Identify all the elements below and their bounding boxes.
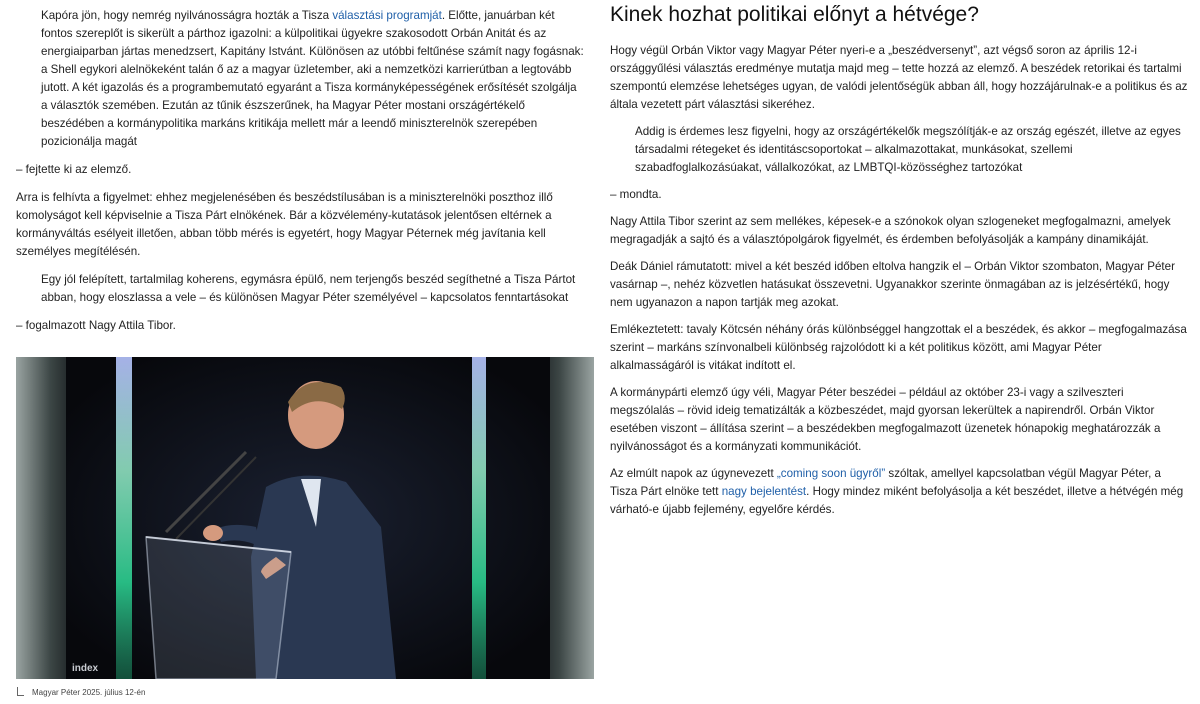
caption-icon	[17, 687, 24, 696]
announcement-link[interactable]: nagy bejelentést	[721, 485, 807, 498]
blockquote: Addig is érdemes lesz figyelni, hogy az országértékelők megszólítják-e az ország egészét, illetve az egyes társadalmi rétegeket és identitáscsoportokat – alkalmazottakat, munkásokat, szellemi szabadfoglalkozásúakat, vállalkozókat, az LMBTQI-közösséghez tartozókat	[635, 125, 1181, 174]
coming-soon-link[interactable]: „coming soon ügyről”	[776, 467, 886, 480]
article-paragraph: Hogy végül Orbán Viktor vagy Magyar Péter nyeri-e a „beszédversenyt”, azt végső soron az április 12-i országgyűlési választás eredménye mutatja majd meg – tette hozzá az elemző. A beszédek retorikai és tartalmi szempontú elemzése lehetséges ugyan, de valódi jelentőségük abban áll, hogy hozzájárulnak-e a politikus és az általa vezetett párt választási sikeréhez.	[610, 44, 1188, 111]
article-paragraph: Emlékeztetett: tavaly Kötcsén néhány órás különbséggel hangzottak el a beszédek, és akkor – megfogalmazása szerint – markáns színvonalbeli különbség rajzolódott ki a két politikus között, ami Magyar Péter alkalmasságáról is vitákat indított el.	[610, 323, 1187, 372]
photo-watermark: index	[72, 663, 99, 674]
article-paragraph: Deák Dániel rámutatott: mivel a két beszéd időben eltolva hangzik el – Orbán Viktor szombaton, Magyar Péter vasárnap –, nehéz közvetlen hatásukat összevetni. Ugyanakkor szerinte önmagában az is jelzésértékű, hogy nem ugyanazon a napon tartják meg azokat.	[610, 260, 1175, 309]
election-program-link[interactable]: választási programját	[332, 9, 442, 22]
stage-light-left	[116, 357, 132, 679]
attribution-paragraph: – mondta.	[610, 188, 662, 201]
article-photo	[16, 357, 594, 679]
glass-podium	[146, 537, 291, 679]
article-paragraph: Kapóra jön, hogy nemrég nyilvánosságra hozták a Tisza választási programját. Előtte, januárban két fontos szereplőt is sikerült a párthoz igazolni: a külpolitikai ügyekre szakosodott Orbán Anitát és az energiaiparban jártas menedzsert, Kapitány Istvánt. Különösen az utóbbi feltűnése számít nagy fogásnak: a Shell egykori alelnökeként talán ő az a magyar üzletember, aki a nemzetközi karrierútban a legtovább jutott. A két igazolás és a programbemutató egyaránt a Tisza kormányképességének erősítését szolgálja a választók szemében. Ezután az tűnik észszerűnek, ha Magyar Péter mostani országértékelő beszédében a kormánypolitika markáns kritikája mellett már a leendő miniszterelnök szerepében pozicionálja magát	[41, 9, 584, 148]
section-heading: Kinek hozhat politikai előnyt a hétvége?	[610, 3, 979, 26]
stage-light-right	[472, 357, 486, 679]
article-paragraph: Nagy Attila Tibor szerint az sem mellékes, képesek-e a szónokok olyan szlogeneket megfogalmazni, amelyek megragadják a sajtó és a választópolgárok figyelmét, és érdemben befolyásolják a kampány dinamikáját.	[610, 215, 1171, 246]
attribution-paragraph: – fejtette ki az elemző.	[16, 163, 132, 176]
right-article-column	[610, 2, 1188, 528]
article-paragraph: Arra is felhívta a figyelmet: ehhez megjelenésében és beszédstílusában is a miniszterelnöki poszthoz illő komolyságot kell képviselnie a Tisza Párt elnökének. Bár a közvélemény-kutatások jelentősen eltérnek a kormányváltás esélyeit illetően, abban több mérés is egyetért, hogy Magyar Péternek még javítania kell személyes megítélésén.	[16, 191, 553, 258]
blockquote: Egy jól felépített, tartalmilag koherens, egymásra épülő, nem terjengős beszéd segíthetné a Tisza Pártot abban, hogy eloszlassa a vele – és különösen Magyar Péter személyével – kapcsolatos fenntartásokat	[41, 273, 576, 304]
speaker-photo	[16, 357, 594, 679]
left-article-column	[16, 7, 594, 345]
attribution-paragraph: – fogalmazott Nagy Attila Tibor.	[16, 319, 176, 332]
photo-caption: Magyar Péter 2025. július 12-én	[32, 688, 146, 697]
article-paragraph: Az elmúlt napok az úgynevezett „coming soon ügyről” szóltak, amellyel kapcsolatban végül Magyar Péter, a Tisza Párt elnöke tett nagy bejelentést. Hogy mindez miként befolyásolja a két beszédet, illetve a hétvégén még várható-e újabb fejlemény, egyelőre kérdés.	[610, 467, 1184, 516]
article-paragraph: A kormánypárti elemző úgy véli, Magyar Péter beszédei – például az október 23-i vagy a szilveszteri megszólalás – rövid ideig tematizálták a közbeszédet, majd gyorsan lekerültek a napirendről. Orbán Viktor esetében viszont – állítása szerint – a beszédekben megfogalmazott üzenetek hónapokig meghatározzák a nyilvánosságot és a kormányzati kommunikációt.	[610, 386, 1161, 453]
